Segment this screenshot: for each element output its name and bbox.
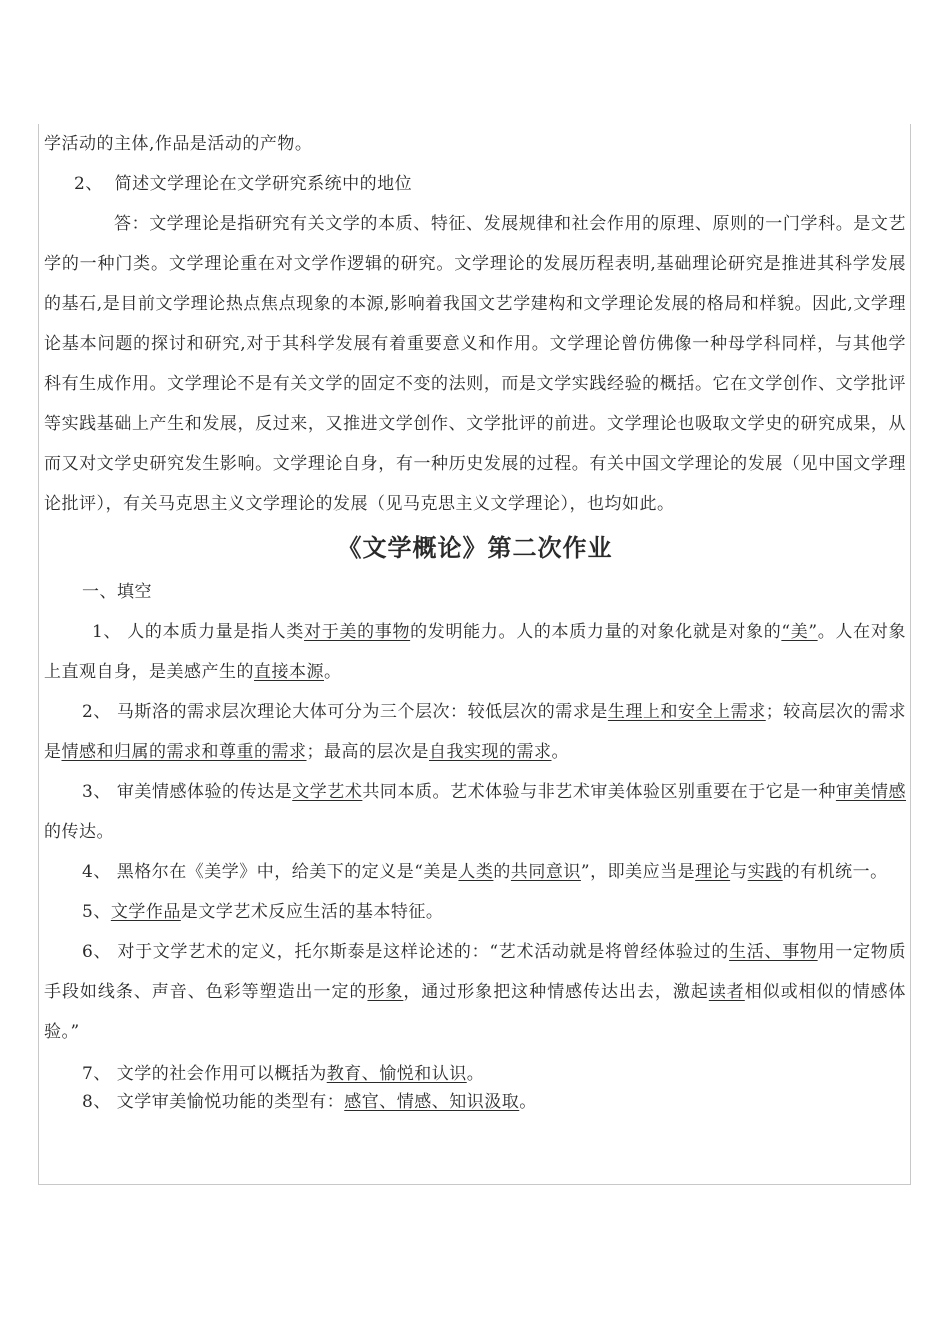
answer-blank: 直接本源 [254, 662, 324, 682]
fill-item-2: 2、 马斯洛的需求层次理论大体可分为三个层次：较低层次的需求是生理上和安全上需求；较高层次的需求是情感和归属的需求和尊重的需求；最高的层次是自我实现的需求。 [44, 702, 907, 762]
question-2 [44, 164, 906, 204]
fill-item-6: 6、 对于文学艺术的定义，托尔斯泰是这样论述的：“艺术活动就是将曾经体验过的生活、事物用一定物质手段如线条、声音、色彩等塑造出一定的形象，通过形象把这种情感传达出去，激起读者相似或相似的情感体验。” [44, 942, 907, 1042]
answer-blank: 教育、愉悦和认识 [326, 1064, 467, 1084]
answer-paragraph: 答：文学理论是指研究有关文学的本质、特征、发展规律和社会作用的原理、原则的一门学科。是文艺学的一种门类。文学理论重在对文学作逻辑的研究。文学理论的发展历程表明,基础理论研究是推进其科学发展的基石,是目前文学理论热点焦点现象的本源,影响着我国文艺学建构和文学理论发展的格局和样貌。因此,文学理论基本问题的探讨和研究,对于其科学发展有着重要意义和作用。文学理论曾仿佛像一种母学科同样，与其他学科有生成作用。文学理论不是有关文学的固定不变的法则，而是文学实践经验的概括。它在文学创作、文学批评等实践基础上产生和发展，反过来，又推进文学创作、文学批评的前进。文学理论也吸取文学史的研究成果，从而又对文学史研究发生影响。文学理论自身，有一种历史发展的过程。有关中国文学理论的发展（见中国文学理论批评），有关马克思主义文学理论的发展（见马克思主义文学理论），也均如此。 [44, 214, 906, 514]
answer-blank: 情感和归属的需求和尊重的需求 [61, 742, 307, 762]
fill-item-5: 5、文学作品是文学艺术反应生活的基本特征。 [82, 902, 444, 922]
page-border-right [910, 124, 911, 1184]
question-text: 简述文学理论在文学研究系统中的地位 [114, 174, 413, 194]
part-heading: 一、填空 [82, 582, 152, 602]
answer-blank: 读者 [708, 982, 745, 1002]
fill-item-1: 1、 人的本质力量是指人类对于美的事物的发明能力。人的本质力量的对象化就是对象的“美”。人在对象上直观自身，是美感产生的直接本源。 [44, 622, 907, 682]
answer-blank: 理论 [695, 862, 731, 882]
continuation-line: 学活动的主体,作品是活动的产物。 [44, 134, 313, 154]
answer-blank: 共同意识 [510, 862, 581, 882]
answer-blank: 审美情感 [835, 782, 907, 802]
answer-blank: “美” [781, 622, 818, 642]
answer-blank: 自我实现的需求 [429, 742, 552, 762]
answer-blank: 实践 [747, 862, 783, 882]
answer-blank: 感官、情感、知识汲取 [344, 1092, 520, 1112]
fill-item-7: 7、 文学的社会作用可以概括为教育、愉悦和认识。 [82, 1064, 485, 1084]
answer-blank: 生活、事物 [729, 942, 818, 962]
fill-item-4: 4、 黑格尔在《美学》中，给美下的定义是“美是人类的共同意识”，即美应当是理论与实践的有机统一。 [82, 862, 888, 882]
answer-blank: 生理上和安全上需求 [607, 702, 766, 722]
answer-blank: 对于美的事物 [304, 622, 411, 642]
answer-blank: 人类 [458, 862, 494, 882]
answer-blank: 文学作品 [110, 902, 181, 922]
answer-blank: 文学艺术 [292, 782, 363, 802]
page-border-bottom [38, 1184, 911, 1185]
assignment-title: 《文学概论》第二次作业 [337, 533, 613, 562]
page-border-left [38, 124, 39, 1184]
answer-blank: 形象 [367, 982, 404, 1002]
document-body [44, 124, 906, 1116]
fill-item-8: 8、 文学审美愉悦功能的类型有：感官、情感、知识汲取。 [82, 1092, 537, 1112]
question-number: 2、 [74, 174, 103, 194]
fill-item-3: 3、 审美情感体验的传达是文学艺术共同本质。艺术体验与非艺术审美体验区别重要在于它是一种审美情感的传达。 [44, 782, 907, 842]
